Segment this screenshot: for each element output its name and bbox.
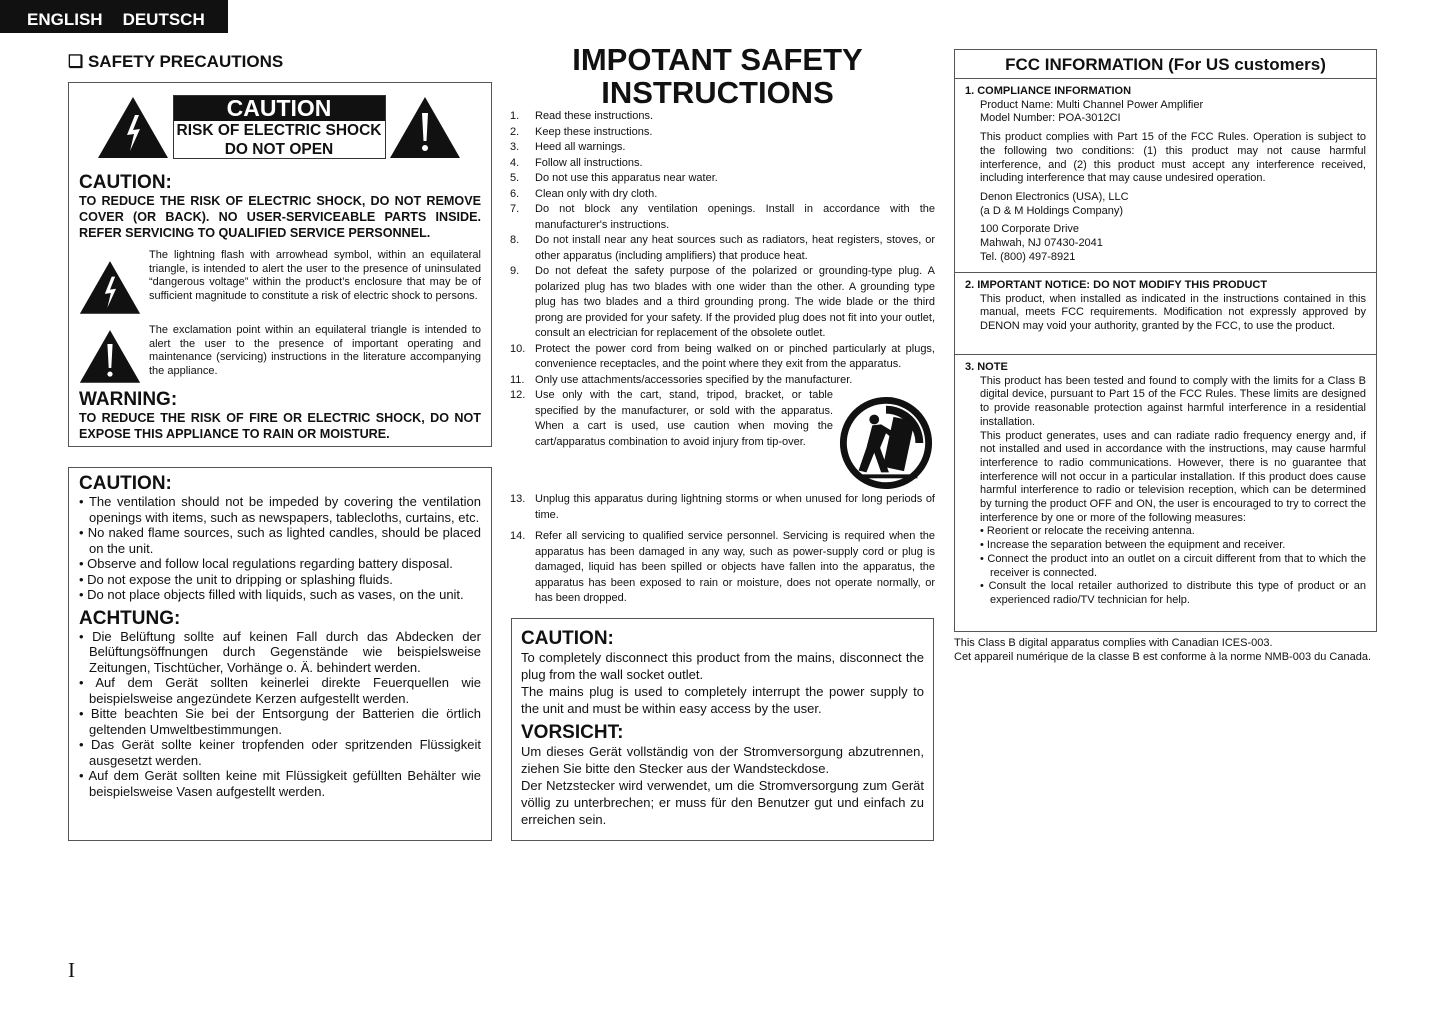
- list-item: • Auf dem Gerät sollten keinerlei direkte Feuerquellen wie beispielsweise angezündete Kerzen aufgestellt werden.: [79, 675, 481, 706]
- instruction-text-body: Read these instructions.: [535, 110, 654, 122]
- list-item: • Bitte beachten Sie bei der Entsorgung der Batterien die örtlich geltenden Umweltbestimmungen.: [79, 706, 481, 737]
- list-item: • Reorient or relocate the receiving antenna.: [965, 525, 1366, 539]
- instruction-number: 7.: [510, 203, 520, 215]
- instruction-item: [510, 140, 935, 156]
- instruction-item: [510, 109, 935, 125]
- instruction-text: [535, 140, 935, 156]
- instruction-text: [535, 171, 935, 187]
- fcc-note: 3. NOTE This product has been tested and found to comply with the limits for a Class B digital device, pursuant to Part 15 of the FCC Rules. These limits are designed to provide reasonable protection against harmful interference in a residential installation. This product generates, uses and can radiate radio frequency energy and, if not installed and used in accordance with the instructions, may cause harmful interference to radio communications. However, there is no guarantee that interference will not occur in a particular installation. If this product does cause harmful interference to radio or television reception, which can be determined by turning the product OFF and ON, the user is encouraged to try to correct the interference by one or more of the following measures: • Reorient or relocate the receiving antenna. • Increase the separation between the equipment and receiver. • Connect the product into an outlet on a circuit different from that to which the receiver is connected. • Consult the local retailer authorized to distribute this type of product or an experienced radio/TV technician for help.: [955, 355, 1376, 614]
- instruction-number: 6.: [510, 187, 520, 200]
- instruction-text: [535, 388, 935, 492]
- instruction-item: [510, 388, 935, 492]
- instruction-number: 8.: [510, 234, 520, 246]
- instruction-number: 4.: [510, 156, 520, 169]
- list-item: • Increase the separation between the equipment and receiver.: [965, 539, 1366, 553]
- instruction-number: 9.: [510, 265, 520, 277]
- instruction-number: 13.: [510, 493, 526, 505]
- instruction-item: [510, 342, 935, 373]
- instruction-text: [535, 529, 935, 607]
- instruction-text-body: Keep these instructions.: [535, 125, 653, 138]
- instruction-number: 3.: [510, 141, 520, 153]
- instruction-text-body: Refer all servicing to qualified service personnel. Servicing is required when the apparatus has been damaged in any way, such as power-supply cord or plug is damaged, liquid has been spilled or objects have fallen into the apparatus, the apparatus has been exposed to rain or moisture, does not operate normally, or has been dropped.: [535, 530, 935, 604]
- lightning-warning-icon: [97, 95, 169, 159]
- instruction-item: [510, 264, 935, 342]
- lightning-symbol-icon: [79, 259, 141, 315]
- page-title: IMPOTANT SAFETY INSTRUCTIONS: [572, 42, 863, 110]
- checkbox-icon: ❏: [68, 52, 88, 71]
- instruction-number: 14.: [510, 530, 526, 542]
- instruction-text-body: Heed all warnings.: [535, 141, 626, 153]
- exclamation-symbol-icon: [79, 328, 141, 384]
- page-number: I: [68, 958, 75, 982]
- instruction-item: [510, 125, 935, 141]
- list-item: • Die Belüftung sollte auf keinen Fall durch das Abdecken der Belüftungsöffnungen durch Gegenstände wie beispielsweise Zeitungen, Tischtücher, Vorhänge o. Ä. behindert werden.: [79, 629, 481, 676]
- fcc-compliance: 1. COMPLIANCE INFORMATION Product Name: Multi Channel Power Amplifier Model Number: POA-3012CI This product complies with Part 15 of the FCC Rules. Operation is subject to the following two conditions: (1) this product may not cause harmful interference, and (2) this product must accept any interference received, including interference that may cause undesired operation. Denon Electronics (USA), LLC (a D & M Holdings Company) 100 Corporate Drive Mahwah, NJ 07430-2041 Tel. (800) 497-8921: [955, 79, 1376, 273]
- instruction-item: [510, 492, 935, 523]
- instructions-list: [510, 109, 935, 607]
- instruction-item: [510, 156, 935, 172]
- list-item: • Consult the local retailer authorized to distribute this type of product or an experienced radio/TV technician for help.: [965, 580, 1366, 607]
- instruction-text-body: Protect the power cord from being walked on or pinched particularly at plugs, convenience receptacles, and the point where they exit from the apparatus.: [535, 342, 935, 370]
- instruction-text-body: Follow all instructions.: [535, 156, 643, 169]
- instruction-text-body: Only use attachments/accessories specified by the manufacturer.: [535, 373, 853, 386]
- section-title: ❏ SAFETY PRECAUTIONS: [68, 52, 284, 71]
- exclamation-warning-icon: [389, 95, 461, 159]
- fcc-box: FCC INFORMATION (For US customers) 1. COMPLIANCE INFORMATION Product Name: Multi Channel Power Amplifier Model Number: POA-3012CI This product complies with Part 15 of the FCC Rules. Operation is subject to the following two conditions: (1) this product may not cause harmful interference, and (2) this product must accept any interference received, including interference that may cause undesired operation. Denon Electronics (USA), LLC (a D & M Holdings Company) 100 Corporate Drive Mahwah, NJ 07430-2041 Tel. (800) 497-8921 2. IMPORTANT NOTICE: DO NOT MODIFY THIS PRODUCT This product, when installed as indicated in the instructions contained in this manual, meets FCC requirements. Modification not expressly approved by DENON may void your authority, granted by the FCC, to use the product. 3. NOTE This product has been tested and found to comply with the limits for a Class B digital device, pursuant to Part 15 of the FCC Rules. These limits are designed to provide reasonable protection against harmful interference in a residential installation. This product generates, uses and can radiate radio frequency energy and, if not installed and used in accordance with the instructions, may cause harmful interference to radio communications. However, there is no guarantee that interference will not occur in a particular installation. If this product does cause harmful interference to radio or television reception, which can be determined by turning the product OFF and ON, the user is encouraged to try to correct the interference by one or more of the following measures: • Reorient or relocate the receiving antenna. • Increase the separation between the equipment and receiver. • Connect the product into an outlet on a circuit different from that to which the receiver is connected. • Consult the local retailer authorized to distribute this type of product or an experienced radio/TV technician for help.: [954, 49, 1377, 632]
- instruction-text-body: Do not block any ventilation openings. Install in accordance with the manufacturer's instructions.: [535, 203, 935, 231]
- caution-achtung-box: CAUTION: • The ventilation should not be impeded by covering the ventilation openings with items, such as newspapers, tablecloths, curtains, etc. • No naked flame sources, such as lighted candles, should be placed on the unit. • Observe and follow local regulations regarding battery disposal. • Do not expose the unit to dripping or splashing fluids. • Do not place objects filled with liquids, such as vases, on the unit. ACHTUNG: • Die Belüftung sollte auf keinen Fall durch das Abdecken der Belüftungsöffnungen durch Gegenstände wie beispielsweise Zeitungen, Tischtücher, Vorhänge o. Ä. behindert werden. • Auf dem Gerät sollten keinerlei direkte Feuerquellen wie beispielsweise angezündete Kerzen aufgestellt werden. • Bitte beachten Sie bei der Entsorgung der Batterien die örtlich geltenden Umweltbestimmungen. • Das Gerät sollte keiner tropfenden oder spritzenden Flüssigkeit ausgesetzt werden. • Auf dem Gerät sollten keine mit Flüssigkeit gefüllten Behälter wie beispielsweise Vasen aufgestellt werden.: [68, 467, 492, 841]
- cart-warning-icon: [837, 394, 935, 492]
- instruction-item: [510, 187, 935, 203]
- tab-english[interactable]: ENGLISH: [27, 9, 103, 29]
- instruction-number: 2.: [510, 125, 520, 138]
- instruction-text-body: Do not use this apparatus near water.: [535, 172, 718, 184]
- safety-box: CAUTION RISK OF ELECTRIC SHOCK DO NOT OPEN CAUTION: TO REDUCE THE RISK OF ELECTRIC SHOCK, DO NOT REMOVE COVER (OR BACK). NO USER-SERVICEABLE PARTS INSIDE. REFER SERVICING TO QUALIFIED SERVICE PERSONNEL. The lightning flash with arrowhead symbol, within an equilateral triangle, is intended to alert the user to the presence of uninsulated “dangerous voltage” within the product’s enclosure that may be of sufficient magnitude to constitute a risk of electric shock to persons. The exclamation point within an equilateral triangle is intended to alert the user to the presence of important operating and maintenance (servicing) instructions in the literature accompanying the appliance. WARNING: TO REDUCE THE RISK OF FIRE OR ELECTRIC SHOCK, DO NOT EXPOSE THIS APPLIANCE TO RAIN OR MOISTURE.: [68, 82, 492, 447]
- canada-notice: This Class B digital apparatus complies with Canadian ICES-003. Cet appareil numérique de la classe B est conforme à la norme NMB-003 du Canada.: [954, 637, 1372, 663]
- instruction-item: [510, 202, 935, 233]
- instruction-text-body: Do not defeat the safety purpose of the polarized or grounding-type plug. A polarized plug has two blades with one wider than the other. A grounding type plug has two blades and a third grounding prong. The wide blade or the third prong are provided for your safety. If the provided plug does not fit into your outlet, consult an electrician for replacement of the obsolete outlet.: [535, 265, 935, 339]
- instruction-number: 12.: [510, 389, 526, 401]
- instruction-text: [535, 109, 935, 125]
- instruction-text: [535, 342, 935, 373]
- caution-label: CAUTION RISK OF ELECTRIC SHOCK DO NOT OPEN: [173, 95, 386, 159]
- instruction-text: [535, 125, 935, 141]
- instruction-text-body: Clean only with dry cloth.: [535, 187, 658, 200]
- instruction-text-body: Use only with the cart, stand, tripod, bracket, or table specified by the manufacturer, or sold with the apparatus. When a cart is used, use caution when moving the cart/apparatus combination to avoid injury from tip-over.: [535, 389, 833, 448]
- instruction-text-body: Unplug this apparatus during lightning storms or when unused for long periods of time.: [535, 493, 935, 521]
- list-item: • Connect the product into an outlet on a circuit different from that to which the receiver is connected.: [965, 553, 1366, 580]
- instruction-text: [535, 187, 935, 203]
- language-tabs: [0, 0, 228, 33]
- instruction-item: [510, 529, 935, 607]
- instruction-text: [535, 264, 935, 342]
- list-item: • The ventilation should not be impeded by covering the ventilation openings with items, such as newspapers, tablecloths, curtains, etc.: [79, 494, 481, 525]
- tab-deutsch[interactable]: DEUTSCH: [122, 9, 205, 29]
- instruction-text: [535, 156, 935, 172]
- instruction-text-body: Do not install near any heat sources such as radiators, heat registers, stoves, or other apparatus (including amplifiers) that produce heat.: [535, 234, 935, 262]
- instruction-text: [535, 373, 935, 389]
- instruction-item: [510, 171, 935, 187]
- list-item: • Das Gerät sollte keiner tropfenden oder spritzenden Flüssigkeit ausgesetzt werden.: [79, 737, 481, 768]
- fcc-notice: 2. IMPORTANT NOTICE: DO NOT MODIFY THIS PRODUCT This product, when installed as indicated in the instructions contained in this manual, meets FCC requirements. Modification not expressly approved by DENON may void your authority, granted by the FCC, to use the product.: [955, 273, 1376, 355]
- list-item: • No naked flame sources, such as lighted candles, should be placed on the unit.: [79, 525, 481, 556]
- list-item: • Do not expose the unit to dripping or splashing fluids.: [79, 572, 481, 588]
- instruction-number: 5.: [510, 172, 520, 184]
- instruction-number: 10.: [510, 342, 526, 355]
- instruction-text: [535, 202, 935, 233]
- instruction-item: [510, 373, 935, 389]
- instruction-number: 1.: [510, 110, 520, 122]
- instruction-item: [510, 233, 935, 264]
- list-item: • Observe and follow local regulations regarding battery disposal.: [79, 556, 481, 572]
- instruction-text: [535, 233, 935, 264]
- list-item: • Do not place objects filled with liquids, such as vases, on the unit.: [79, 587, 481, 603]
- instruction-number: 11.: [510, 373, 525, 386]
- list-item: • Auf dem Gerät sollten keine mit Flüssigkeit gefüllten Behälter wie beispielsweise Vasen aufgestellt werden.: [79, 768, 481, 799]
- mains-caution-box: CAUTION: To completely disconnect this product from the mains, disconnect the plug from the wall socket outlet. The mains plug is used to completely interrupt the power supply to the unit and must be within easy access by the user. VORSICHT: Um dieses Gerät vollständig von der Stromversorgung abzutrennen, ziehen Sie bitte den Stecker aus der Wandsteckdose. Der Netzstecker wird verwendet, um die Stromversorgung zum Gerät völlig zu unterbrechen; er muss für den Benutzer gut und einfach zu erreichen sein.: [511, 618, 934, 841]
- instruction-text: [535, 492, 935, 523]
